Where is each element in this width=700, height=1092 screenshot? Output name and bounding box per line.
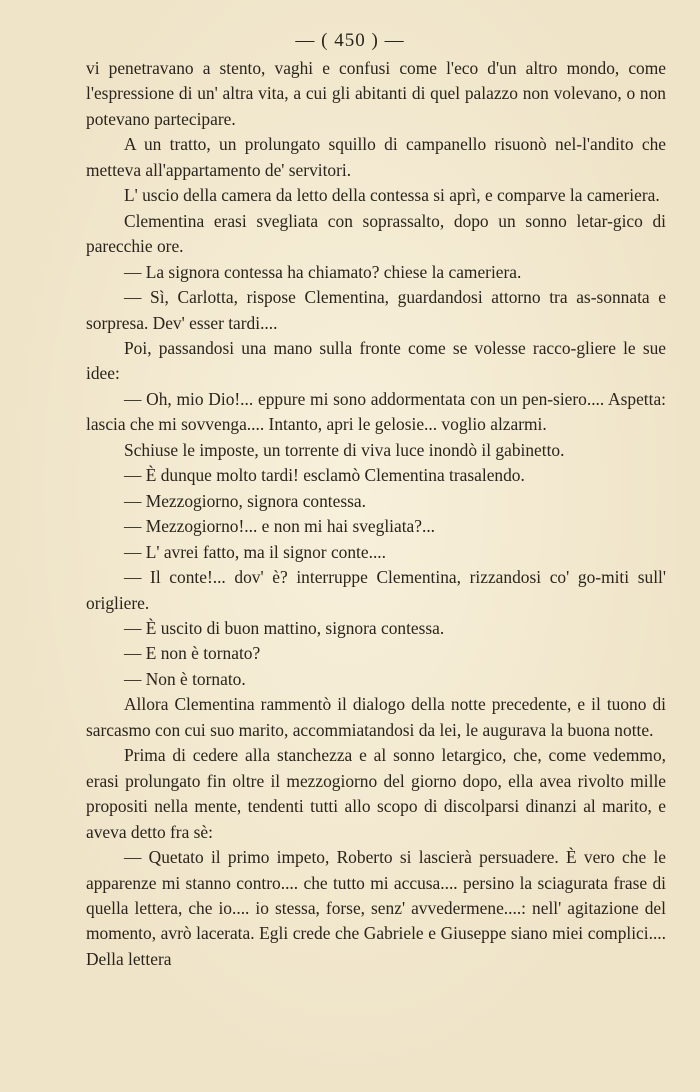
body-text xyxy=(86,56,666,972)
dialogue-line: — E non è tornato? xyxy=(124,643,261,664)
paragraph: L' uscio della camera da letto della contessa si aprì, e comparve la cameriera. xyxy=(124,185,660,206)
dialogue-line: — Mezzogiorno!... e non mi hai svegliata?... xyxy=(124,516,436,537)
dialogue-line: — Il conte!... dov' è? interruppe Clementina, rizzandosi co' go-miti sull' origliere. xyxy=(86,567,666,613)
paragraph: Allora Clementina rammentò il dialogo della notte precedente, e il tuono di sarcasmo con cui suo marito, accommiatandosi da lei, le augurava la buona notte. xyxy=(86,694,666,740)
dialogue-line: — Oh, mio Dio!... eppure mi sono addormentata con un pen-siero.... Aspetta: lascia che mi sovvenga.... Intanto, apri le gelosie... voglio alzarmi. xyxy=(86,388,666,435)
paragraph: Clementina erasi svegliata con soprassalto, dopo un sonno letar-gico di parecchie ore. xyxy=(86,210,666,257)
paragraph: Poi, passandosi una mano sulla fronte come se volesse racco-gliere le sue idee: xyxy=(86,337,666,384)
dialogue-line: — Non è tornato. xyxy=(124,668,246,689)
paragraph: Prima di cedere alla stanchezza e al sonno letargico, che, come vedemmo, erasi prolungato fin oltre il mezzogiorno del giorno dopo, ella avea rivolto mille propositi nella mente, tendenti tutti allo scopo di discolparsi dinanzi al marito, e aveva detto fra sè: xyxy=(86,745,666,842)
dialogue-line: — Sì, Carlotta, rispose Clementina, guardandosi attorno tra as-sonnata e sorpresa. Dev' esser tardi.... xyxy=(86,287,666,333)
dialogue-line: — La signora contessa ha chiamato? chiese la cameriera. xyxy=(124,261,522,282)
dialogue-line: — Quetato il primo impeto, Roberto si lascierà persuadere. È vero che le apparenze mi stanno contro.... che tutto mi accusa.... persino la sciagurata frase di quella lettera, che io.... io stessa, forse, senz' avvedermene....: nell' agitazione del momento, avrò lacerata. Egli crede che Gabriele e Giuseppe siano miei complici.... Della lettera xyxy=(86,847,666,969)
paragraph: vi penetravano a stento, vaghi e confusi come l'eco d'un altro mondo, come l'espressione di un' altra vita, a cui gli abitanti di quel palazzo non volevano, o non potevano partecipare. xyxy=(86,58,666,129)
paragraph: A un tratto, un prolungato squillo di campanello risuonò nel-l'andito che metteva all'appartamento de' servitori. xyxy=(86,134,666,180)
dialogue-line: — È uscito di buon mattino, signora contessa. xyxy=(124,617,445,638)
paragraph: Schiuse le imposte, un torrente di viva luce inondò il gabinetto. xyxy=(124,439,565,460)
dialogue-line: — È dunque molto tardi! esclamò Clementina trasalendo. xyxy=(124,465,525,486)
dialogue-line: — Mezzogiorno, signora contessa. xyxy=(124,490,366,511)
dialogue-line: — L' avrei fatto, ma il signor conte.... xyxy=(124,541,386,562)
page-number: — ( 450 ) — xyxy=(295,30,405,51)
